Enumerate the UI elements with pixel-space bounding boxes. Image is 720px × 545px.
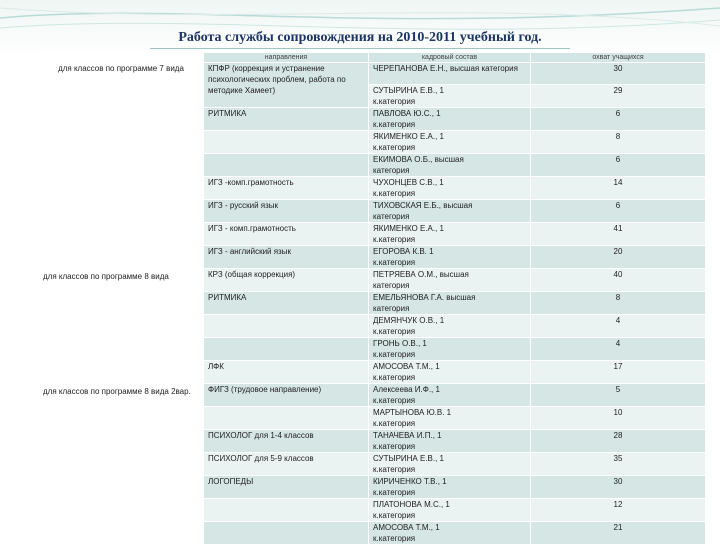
group-label: для классов по программе 8 вида 2вар. bbox=[43, 387, 191, 396]
count-cell: 40 bbox=[531, 269, 706, 292]
group-cell-8-2 bbox=[39, 384, 204, 545]
staff-cell: ЧЕРЕПАНОВА Е.Н., высшая категория bbox=[369, 63, 531, 85]
count-cell: 5 bbox=[531, 384, 706, 407]
direction-cell: КРЗ (общая коррекция) bbox=[204, 269, 369, 292]
count-cell: 35 bbox=[531, 453, 706, 476]
count-cell: 6 bbox=[531, 108, 706, 131]
direction-cell: ЛФК bbox=[204, 361, 369, 384]
staff-cell: ДЕМЯНЧУК О.В., 1 к.категория bbox=[369, 315, 531, 338]
direction-cell bbox=[204, 154, 369, 177]
direction-cell bbox=[204, 407, 369, 430]
staff-cell: ПЛАТОНОВА М.С., 1 к.категория bbox=[369, 499, 531, 522]
table-row bbox=[39, 63, 706, 85]
staff-cell: АМОСОВА Т.М., 1 к.категория bbox=[369, 361, 531, 384]
direction-cell bbox=[204, 338, 369, 361]
staff-cell: СУТЫРИНА Е.В., 1 к.категория bbox=[369, 453, 531, 476]
count-cell: 8 bbox=[531, 292, 706, 315]
page-title: Работа службы сопровождения на 2010-2011 учебный год. bbox=[178, 30, 542, 45]
title-underline bbox=[150, 48, 570, 49]
staff-cell: СУТЫРИНА Е.В., 1 к.категория bbox=[369, 85, 531, 108]
count-cell: 10 bbox=[531, 407, 706, 430]
staff-cell: ЕКИМОВА О.Б., высшая категория bbox=[369, 154, 531, 177]
count-cell: 8 bbox=[531, 131, 706, 154]
group-label: для классов по программе 8 вида bbox=[43, 272, 169, 281]
direction-cell: РИТМИКА bbox=[204, 108, 369, 131]
table-row bbox=[39, 269, 706, 292]
staff-cell: ЯКИМЕНКО Е.А., 1 к.категория bbox=[369, 223, 531, 246]
staff-cell: ЕГОРОВА К.В. 1 к.категория bbox=[369, 246, 531, 269]
table-row bbox=[39, 384, 706, 407]
direction-cell: КПФР (коррекция и устранение психологических проблем, работа по методике Хамеет) bbox=[204, 63, 369, 108]
staff-cell: Алексеева И.Ф., 1 к.категория bbox=[369, 384, 531, 407]
direction-cell: ФИГЗ (трудовое направление) bbox=[204, 384, 369, 407]
staff-cell: ЧУХОНЦЕВ С.В., 1 к.категория bbox=[369, 177, 531, 200]
count-cell: 41 bbox=[531, 223, 706, 246]
direction-cell: ИГЗ - английский язык bbox=[204, 246, 369, 269]
count-cell: 4 bbox=[531, 315, 706, 338]
group-cell-7 bbox=[39, 63, 204, 269]
direction-cell bbox=[204, 315, 369, 338]
staff-cell: АМОСОВА Т.М., 1 к.категория bbox=[369, 522, 531, 545]
staff-cell: МАРТЫНОВА Ю.В. 1 к.категория bbox=[369, 407, 531, 430]
direction-cell: РИТМИКА bbox=[204, 292, 369, 315]
direction-cell bbox=[204, 522, 369, 545]
staff-cell: ГРОНЬ О.В., 1 к.категория bbox=[369, 338, 531, 361]
header-staff: кадровый состав bbox=[369, 53, 531, 63]
staff-cell: КИРИЧЕНКО Т.В., 1 к.категория bbox=[369, 476, 531, 499]
staff-cell: ЕМЕЛЬЯНОВА Г.А. высшая категория bbox=[369, 292, 531, 315]
staff-cell: ЯКИМЕНКО Е.А., 1 к.категория bbox=[369, 131, 531, 154]
staff-cell: ТАНАЧЕВА И.П., 1 к.категория bbox=[369, 430, 531, 453]
group-cell-8 bbox=[39, 269, 204, 384]
header-group-blank bbox=[39, 53, 204, 63]
direction-cell bbox=[204, 131, 369, 154]
count-cell: 30 bbox=[531, 63, 706, 85]
support-service-table bbox=[38, 52, 706, 545]
table-header-row bbox=[39, 53, 706, 63]
count-cell: 30 bbox=[531, 476, 706, 499]
count-cell: 4 bbox=[531, 338, 706, 361]
count-cell: 6 bbox=[531, 154, 706, 177]
direction-cell: ЛОГОПЕДЫ bbox=[204, 476, 369, 499]
header-coverage: охват учащихся bbox=[531, 53, 706, 63]
group-label: для классов по программе 7 вида bbox=[58, 64, 184, 73]
direction-cell: ПСИХОЛОГ для 5-9 классов bbox=[204, 453, 369, 476]
count-cell: 29 bbox=[531, 85, 706, 108]
count-cell: 17 bbox=[531, 361, 706, 384]
count-cell: 6 bbox=[531, 200, 706, 223]
direction-cell bbox=[204, 499, 369, 522]
staff-cell: ТИХОВСКАЯ Е.Б., высшая категория bbox=[369, 200, 531, 223]
staff-cell: ПЕТРЯЕВА О.М., высшая категория bbox=[369, 269, 531, 292]
direction-cell: ПСИХОЛОГ для 1-4 классов bbox=[204, 430, 369, 453]
direction-cell: ИГЗ -комп.грамотность bbox=[204, 177, 369, 200]
direction-cell: ИГЗ - русский язык bbox=[204, 200, 369, 223]
count-cell: 28 bbox=[531, 430, 706, 453]
staff-cell: ПАВЛОВА Ю.С., 1 к.категория bbox=[369, 108, 531, 131]
header-direction: направления bbox=[204, 53, 369, 63]
direction-cell: ИГЗ - комп.грамотность bbox=[204, 223, 369, 246]
count-cell: 20 bbox=[531, 246, 706, 269]
count-cell: 12 bbox=[531, 499, 706, 522]
count-cell: 21 bbox=[531, 522, 706, 545]
count-cell: 14 bbox=[531, 177, 706, 200]
